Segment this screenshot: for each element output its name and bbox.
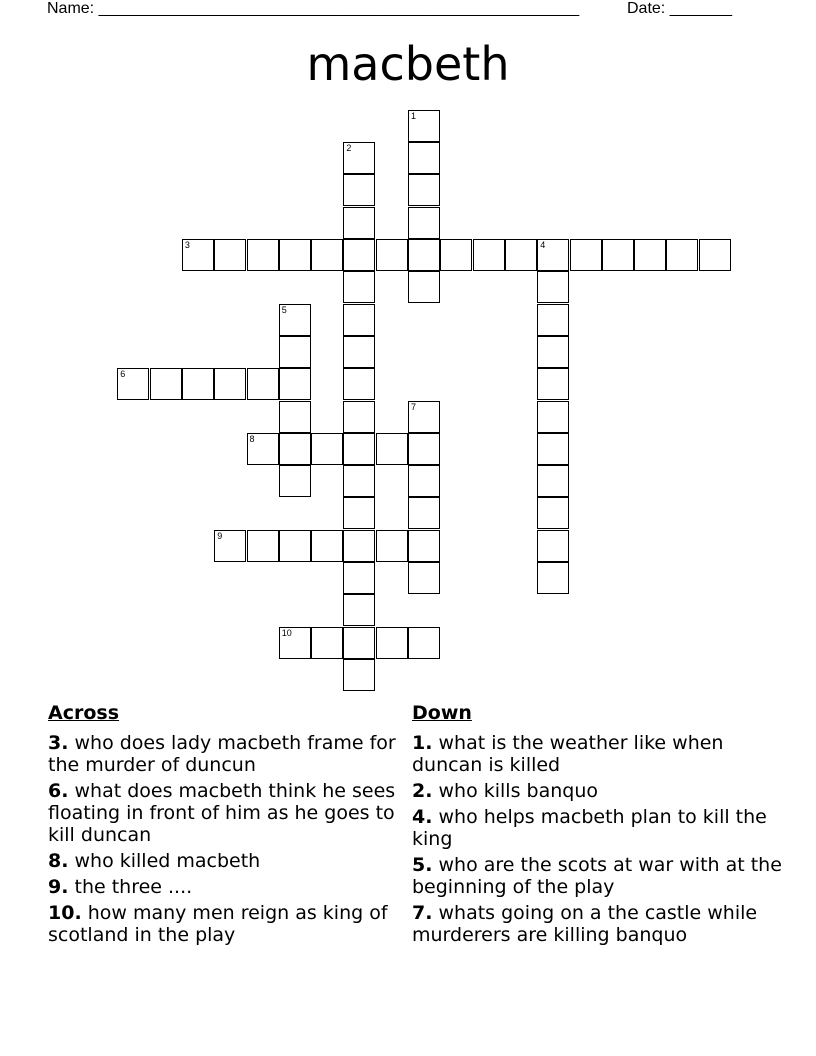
clue-text: what does macbeth think he sees floating in front of him as he goes to kill duncan xyxy=(48,780,396,846)
clue-across-9 xyxy=(48,876,398,898)
grid-cell[interactable] xyxy=(537,465,569,497)
grid-cell[interactable] xyxy=(150,368,182,400)
clue-across-6 xyxy=(48,780,398,846)
grid-cell[interactable] xyxy=(343,401,375,433)
down-heading: Down xyxy=(412,702,472,724)
grid-cell[interactable] xyxy=(408,401,440,433)
grid-cell[interactable] xyxy=(537,304,569,336)
date-field-label: Date: _______ xyxy=(627,0,732,17)
clue-down-1 xyxy=(412,732,782,776)
grid-cell[interactable] xyxy=(182,368,214,400)
grid-cell[interactable] xyxy=(376,239,408,271)
grid-cell[interactable] xyxy=(311,627,343,659)
grid-cell[interactable] xyxy=(537,368,569,400)
clue-number-label: 8 xyxy=(249,433,255,444)
grid-cell[interactable] xyxy=(279,304,311,336)
grid-cell[interactable] xyxy=(408,110,440,142)
grid-cell[interactable] xyxy=(408,562,440,594)
clue-text: who does lady macbeth frame for the murder of duncun xyxy=(48,732,396,776)
grid-cell[interactable] xyxy=(537,271,569,303)
grid-cell[interactable] xyxy=(247,368,279,400)
clue-text: who killed macbeth xyxy=(68,850,261,872)
grid-cell[interactable] xyxy=(279,401,311,433)
grid-cell[interactable] xyxy=(408,174,440,206)
clue-down-4 xyxy=(412,806,782,850)
clue-text: what is the weather like when duncan is killed xyxy=(412,732,724,776)
grid-cell[interactable] xyxy=(376,530,408,562)
grid-cell[interactable] xyxy=(537,433,569,465)
grid-cell[interactable] xyxy=(247,239,279,271)
grid-cell[interactable] xyxy=(699,239,731,271)
clue-number-label: 1 xyxy=(411,110,417,121)
clue-number: 7. xyxy=(412,902,433,924)
clue-number-label: 6 xyxy=(120,369,126,380)
grid-cell[interactable] xyxy=(408,497,440,529)
clue-number: 10. xyxy=(48,902,82,924)
clue-number-label: 2 xyxy=(346,143,352,154)
grid-cell[interactable] xyxy=(602,239,634,271)
grid-cell[interactable] xyxy=(408,239,440,271)
grid-cell[interactable] xyxy=(343,336,375,368)
grid-cell[interactable] xyxy=(343,239,375,271)
grid-cell[interactable] xyxy=(408,465,440,497)
grid-cell[interactable] xyxy=(537,497,569,529)
clue-number-label: 5 xyxy=(281,304,287,315)
clue-text: who kills banquo xyxy=(432,780,598,802)
clue-across-10 xyxy=(48,902,398,946)
grid-cell[interactable] xyxy=(279,239,311,271)
clue-text: who are the scots at war with at the beginning of the play xyxy=(412,854,782,898)
clue-number: 1. xyxy=(412,732,433,754)
grid-cell[interactable] xyxy=(279,433,311,465)
grid-cell[interactable] xyxy=(279,530,311,562)
clue-number: 4. xyxy=(412,806,433,828)
clue-down-2 xyxy=(412,780,782,802)
grid-cell[interactable] xyxy=(343,271,375,303)
clue-number-label: 7 xyxy=(411,401,417,412)
clue-text: who helps macbeth plan to kill the king xyxy=(412,806,767,850)
grid-cell[interactable] xyxy=(343,562,375,594)
clue-number-label: 4 xyxy=(540,240,546,250)
grid-cell[interactable] xyxy=(666,239,698,271)
grid-cell[interactable] xyxy=(343,659,375,691)
grid-cell[interactable] xyxy=(473,239,505,271)
grid-cell[interactable] xyxy=(343,304,375,336)
grid-cell[interactable] xyxy=(440,239,472,271)
grid-cell[interactable] xyxy=(570,239,602,271)
clue-number: 6. xyxy=(48,780,69,802)
grid-cell[interactable] xyxy=(279,627,311,659)
clue-number-label: 3 xyxy=(184,240,190,250)
grid-cell[interactable] xyxy=(537,239,569,271)
grid-cell[interactable] xyxy=(408,142,440,174)
clue-across-3 xyxy=(48,732,398,776)
grid-cell[interactable] xyxy=(343,530,375,562)
clue-number: 5. xyxy=(412,854,433,876)
grid-cell[interactable] xyxy=(537,562,569,594)
grid-cell[interactable] xyxy=(182,239,214,271)
grid-cell[interactable] xyxy=(117,368,149,400)
grid-cell[interactable] xyxy=(343,368,375,400)
grid-cell[interactable] xyxy=(214,239,246,271)
grid-cell[interactable] xyxy=(537,530,569,562)
grid-cell[interactable] xyxy=(343,433,375,465)
clue-text: how many men reign as king of scotland in the play xyxy=(48,902,388,946)
clue-text: the three .... xyxy=(68,876,193,898)
across-clues xyxy=(48,702,398,950)
grid-cell[interactable] xyxy=(343,627,375,659)
grid-cell[interactable] xyxy=(343,497,375,529)
grid-cell[interactable] xyxy=(214,530,246,562)
grid-cell[interactable] xyxy=(343,594,375,626)
grid-cell[interactable] xyxy=(408,530,440,562)
grid-cell[interactable] xyxy=(376,627,408,659)
clue-across-8 xyxy=(48,850,398,872)
clue-number: 9. xyxy=(48,876,69,898)
across-heading: Across xyxy=(48,702,120,724)
grid-cell[interactable] xyxy=(343,207,375,239)
clue-down-7 xyxy=(412,902,782,946)
grid-cell[interactable] xyxy=(408,271,440,303)
grid-cell[interactable] xyxy=(505,239,537,271)
grid-cell[interactable] xyxy=(279,368,311,400)
grid-cell[interactable] xyxy=(343,174,375,206)
clue-number: 3. xyxy=(48,732,69,754)
grid-cell[interactable] xyxy=(537,336,569,368)
clue-down-5 xyxy=(412,854,782,898)
clue-number: 2. xyxy=(412,780,433,802)
grid-cell[interactable] xyxy=(214,368,246,400)
clue-number-label: 9 xyxy=(217,530,223,541)
grid-cell[interactable] xyxy=(279,336,311,368)
down-clues xyxy=(412,702,782,950)
grid-cell[interactable] xyxy=(247,530,279,562)
grid-cell[interactable] xyxy=(408,207,440,239)
grid-cell[interactable] xyxy=(376,433,408,465)
page-title: macbeth xyxy=(306,37,510,91)
clue-text: whats going on a the castle while murderers are killing banquo xyxy=(412,902,758,946)
name-field-label: Name: ______________________________________________________ xyxy=(47,0,580,17)
grid-cell[interactable] xyxy=(311,433,343,465)
clue-number-label: 10 xyxy=(281,627,292,638)
grid-cell[interactable] xyxy=(408,433,440,465)
grid-cell[interactable] xyxy=(311,239,343,271)
grid-cell[interactable] xyxy=(279,465,311,497)
grid-cell[interactable] xyxy=(247,433,279,465)
clue-number: 8. xyxy=(48,850,69,872)
grid-cell[interactable] xyxy=(343,142,375,174)
grid-cell[interactable] xyxy=(537,401,569,433)
grid-cell[interactable] xyxy=(634,239,666,271)
grid-cell[interactable] xyxy=(311,530,343,562)
grid-cell[interactable] xyxy=(343,465,375,497)
grid-cell[interactable] xyxy=(408,627,440,659)
